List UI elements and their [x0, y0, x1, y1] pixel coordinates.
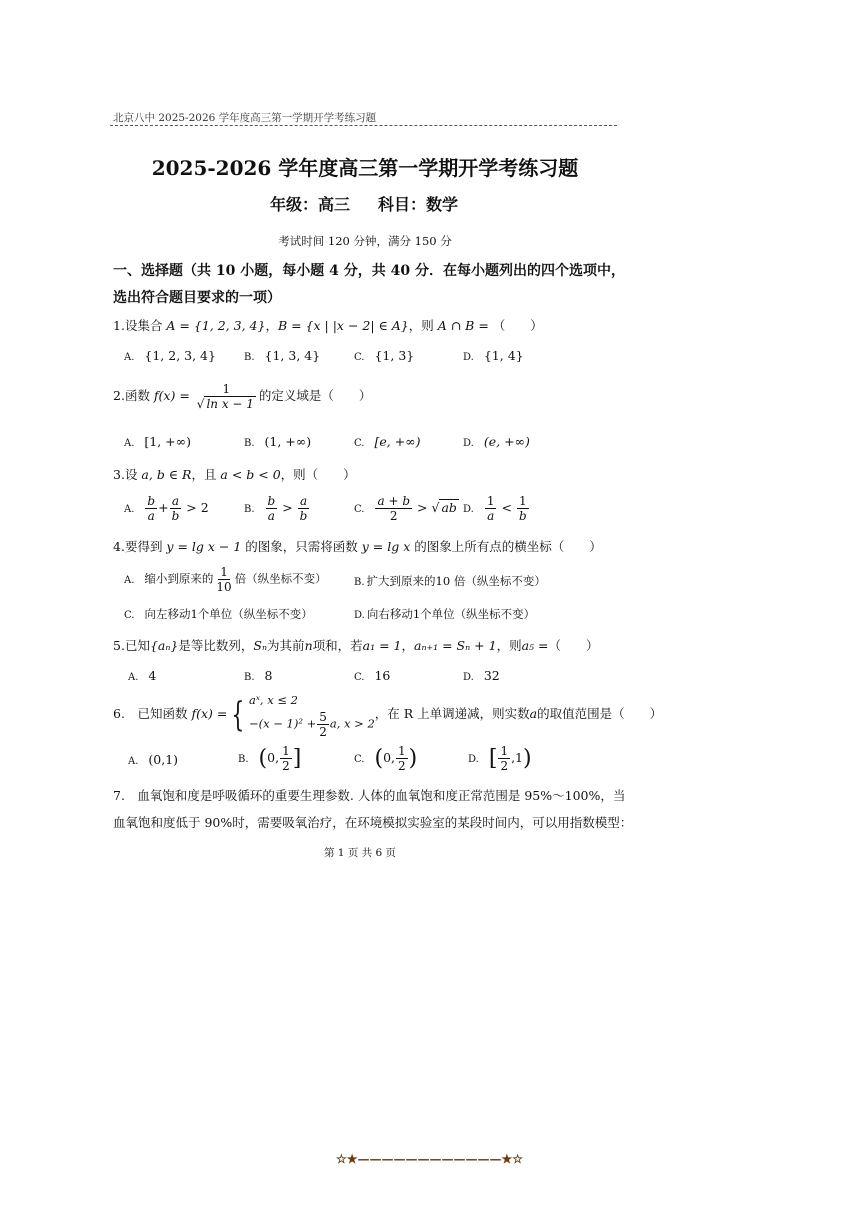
- question-3-stem: 3.设 a, b ∈ R，且 a < b < 0，则（ ）: [113, 467, 356, 482]
- page-number: 第 1 页 共 6 页: [323, 847, 397, 859]
- q6-option-b: B. (0, $\frac{1}{2}$ ]: [238, 744, 302, 773]
- q1-option-b: B. {1, 3, 4}: [244, 348, 321, 363]
- q4-option-c: C. 向左移动1个单位（纵坐标不变）: [124, 607, 313, 621]
- q2-option-a: A. [1, +∞): [124, 434, 191, 449]
- q5-option-c: C. 16: [354, 668, 391, 683]
- exam-info: 考试时间 120 分钟，满分 150 分: [278, 234, 452, 248]
- q3-option-a: A. $\frac{b}{a}$ + $\frac{a}{b}$ > 2: [124, 494, 209, 523]
- q6-option-a: A. (0,1): [128, 752, 179, 767]
- section-heading: 一、选择题（共 10 小题，每小题 4 分，共 40 分．在每小题列出的四个选项中，选出符合题目要求的一项）: [113, 263, 625, 306]
- q2-option-c: C. [e, +∞): [354, 434, 421, 449]
- q2-option-d: D. (e, +∞): [463, 434, 530, 449]
- q5-option-d: D. 32: [463, 668, 500, 683]
- question-4-stem: 4.要得到 y = lg x − 1 的图象，只需将函数 y = lg x 的图象上所有点的横坐标（ ）: [113, 539, 602, 554]
- q4-option-b: B. 扩大到原来的10 倍（纵坐标不变）: [354, 574, 546, 588]
- subject-label: 科目：数学: [378, 195, 459, 214]
- q1-option-c: C. {1, 3}: [354, 348, 415, 363]
- q5-option-a: A. 4: [128, 668, 157, 683]
- header-divider: [110, 125, 617, 126]
- q3-option-d: D. $\frac{1}{a}$ < $\frac{1}{b}$: [463, 494, 527, 523]
- footer-ornament: ☆★————————————★☆: [336, 1152, 524, 1166]
- q3-option-b: B. $\frac{b}{a}$ > $\frac{a}{b}$: [244, 494, 308, 523]
- q3-option-c: C. $\frac{a + b}{2}$ > √ ab: [354, 494, 457, 523]
- question-1-stem: 1.设集合 A = {1, 2, 3, 4}，B = {x | |x − 2| ∈ A}，则 A ∩ B = （ ）: [113, 318, 543, 333]
- question-5-stem: 5.已知{aₙ}是等比数列，Sₙ为其前n项和，若a₁ = 1，aₙ₊₁ = Sₙ + 1，则a₅ =（ ）: [113, 638, 599, 653]
- grade-subject-line: [270, 192, 458, 215]
- question-2-stem: 2.函数 f(x) = $\frac{1}{\text{√ ln x − 1}}$ 的定义域是（ ）: [113, 382, 372, 411]
- q1-option-d: D. {1, 4}: [463, 348, 524, 363]
- q4-option-a: A. 缩小到原来的 $\frac{1}{10}$ 倍（纵坐标不变）: [124, 565, 327, 594]
- q6-option-d: D. [ $\frac{1}{2}$ ,1): [468, 744, 532, 773]
- q2-option-b: B. (1, +∞): [244, 434, 312, 449]
- q6-option-c: C. (0, $\frac{1}{2}$ ): [354, 744, 418, 773]
- grade-label: 年级：高三: [270, 195, 351, 214]
- q5-option-b: B. 8: [244, 668, 273, 683]
- running-header: 北京八中 2025-2026 学年度高三第一学期开学考练习题: [113, 112, 377, 124]
- q1-option-a: A. {1, 2, 3, 4}: [124, 348, 216, 363]
- exam-title: 2025-2026 学年度高三第一学期开学考练习题: [151, 156, 579, 180]
- question-7-text: 7. 血氧饱和度是呼吸循环的重要生理参数. 人体的血氧饱和度正常范围是 95%～100%，当血氧饱和度低于 90%时，需要吸氧治疗，在环境模拟实验室的某段时间内，可以用指数模型：: [113, 788, 633, 830]
- q4-option-d: D. 向右移动1个单位（纵坐标不变）: [354, 607, 536, 621]
- q2-fraction: $\frac{1}{\text{√ ln x − 1}}$: [196, 382, 254, 411]
- question-6-stem: 6. 已知函数 f(x) = { aˣ, x ≤ 2 −(x − 1)² + $\frac{5}{2}$ a, x > 2 ，在 R 上单调递减，则实数a的取值范围是（ ）: [113, 690, 662, 739]
- q6-piecewise: aˣ, x ≤ 2 −(x − 1)² + $\frac{5}{2}$ a, x > 2: [248, 693, 375, 739]
